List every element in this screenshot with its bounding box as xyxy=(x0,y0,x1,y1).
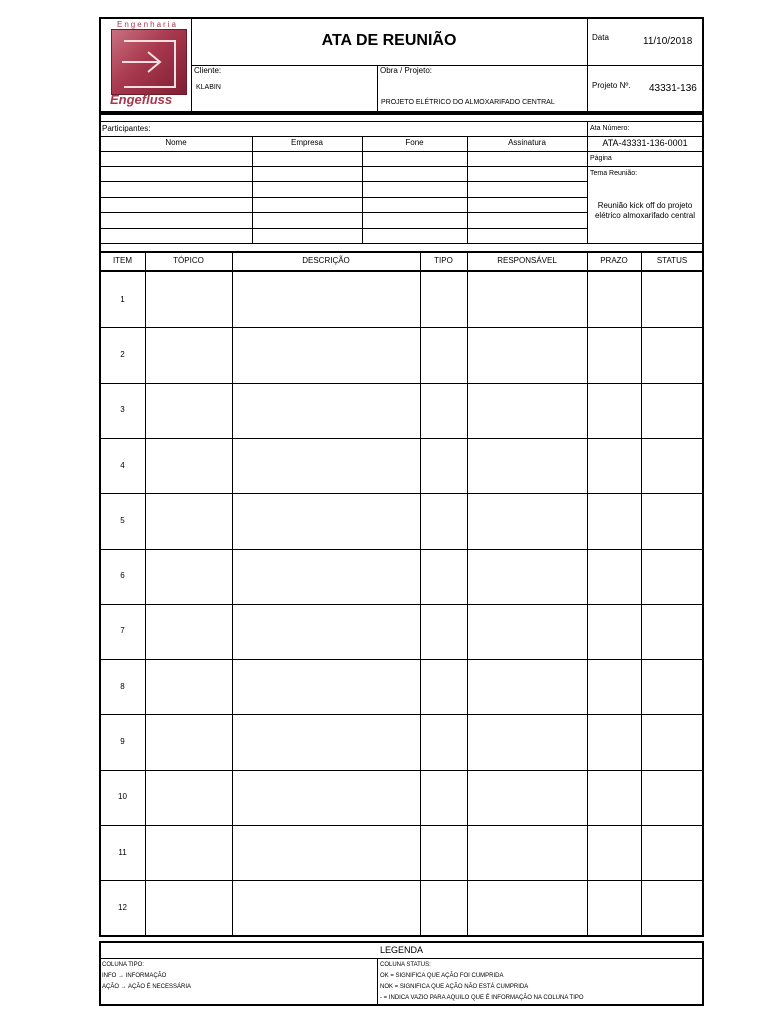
project-label: Projeto Nº. xyxy=(592,81,631,90)
item-number: 8 xyxy=(120,681,125,691)
meeting-theme-line-1: Reunião kick off do projeto xyxy=(597,201,693,210)
table-row xyxy=(100,493,703,548)
divider xyxy=(100,166,703,167)
table-row xyxy=(100,549,703,604)
table-row xyxy=(100,383,703,438)
col-header-signature: Assinatura xyxy=(508,138,546,147)
project-value: 43331-136 xyxy=(649,83,697,94)
divider xyxy=(100,197,588,198)
col-header-description: DESCRIÇÃO xyxy=(302,256,350,265)
col-header-type: TIPO xyxy=(434,256,453,265)
divider xyxy=(100,151,703,152)
divider xyxy=(100,212,588,213)
date-label: Data xyxy=(592,33,609,42)
item-number: 1 xyxy=(120,294,125,304)
divider xyxy=(100,243,703,244)
divider xyxy=(377,958,378,1005)
page-title: ATA DE REUNIÃO xyxy=(321,32,457,49)
col-header-company: Empresa xyxy=(290,138,323,147)
table-row xyxy=(100,659,703,714)
legend-title: LEGENDA xyxy=(379,945,423,955)
divider xyxy=(100,136,703,137)
logo-emblem xyxy=(110,27,186,95)
item-number: 3 xyxy=(120,405,125,415)
col-header-deadline: PRAZO xyxy=(600,256,628,265)
work-label: Obra / Projeto: xyxy=(380,66,433,75)
item-number: 12 xyxy=(118,902,127,912)
table-row xyxy=(100,714,703,769)
divider xyxy=(377,65,378,113)
logo-brand: Engefluss xyxy=(110,92,173,107)
client-value: KLABIN xyxy=(196,84,221,91)
divider xyxy=(362,136,363,243)
col-header-topic: TÓPICO xyxy=(173,256,204,265)
divider xyxy=(100,958,703,959)
meeting-theme-line-2: elétrico almoxarifado central xyxy=(594,211,696,220)
item-number: 7 xyxy=(120,626,125,636)
legend-type-title: COLUNA TIPO: xyxy=(102,962,144,968)
ata-number-value: ATA-43331-136-0001 xyxy=(602,138,688,148)
table-row xyxy=(100,272,703,327)
table-row xyxy=(100,770,703,825)
divider xyxy=(100,121,703,122)
meeting-theme-label: Tema Reunião: xyxy=(590,170,638,177)
item-number: 2 xyxy=(120,349,125,359)
legend-type-line: AÇÃO → AÇÃO É NECESSÁRIA xyxy=(102,984,192,990)
logo-panel xyxy=(111,29,187,95)
item-number: 5 xyxy=(120,515,125,525)
divider xyxy=(467,136,468,243)
work-value: PROJETO ELÉTRICO DO ALMOXARIFADO CENTRAL xyxy=(381,99,555,106)
item-number: 11 xyxy=(118,847,127,857)
table-row xyxy=(100,825,703,880)
legend-type-line: INFO → INFORMAÇÃO xyxy=(102,973,167,979)
col-header-item: ITEM xyxy=(112,256,133,265)
legend-status-title: COLUNA STATUS: xyxy=(380,962,431,968)
col-header-responsible: RESPONSÁVEL xyxy=(497,256,557,265)
item-number: 6 xyxy=(120,571,125,581)
logo-tagline: Engenharia xyxy=(117,20,178,29)
divider xyxy=(191,65,703,66)
page-label: Página xyxy=(590,155,612,162)
divider xyxy=(100,181,588,182)
divider xyxy=(252,136,253,243)
item-number: 4 xyxy=(120,460,125,470)
table-row xyxy=(100,880,703,935)
col-header-phone: Fone xyxy=(405,138,424,147)
legend-status-line: - = INDICA VAZIO PARA AQUILO QUE É INFORMAÇÃO NA COLUNA TIPO xyxy=(380,995,584,1001)
legend-status-line: NOK = SIGNIFICA QUE AÇÃO NÃO ESTÁ CUMPRIDA xyxy=(380,984,529,990)
col-header-status: STATUS xyxy=(656,256,688,265)
arrow-icon xyxy=(112,30,186,94)
legend-status-line: OK = SIGNIFICA QUE AÇÃO FOI CUMPRIDA xyxy=(380,973,504,979)
participants-border xyxy=(99,113,704,253)
date-value: 11/10/2018 xyxy=(643,36,693,47)
client-label: Cliente: xyxy=(194,66,222,75)
item-number: 9 xyxy=(120,737,125,747)
ata-number-label: Ata Número: xyxy=(590,125,630,132)
table-row xyxy=(100,327,703,382)
divider xyxy=(100,228,588,229)
item-number: 10 xyxy=(118,792,127,802)
table-row xyxy=(100,604,703,659)
table-row xyxy=(100,438,703,493)
participants-label: Participantes: xyxy=(102,124,151,133)
col-header-name: Nome xyxy=(165,138,187,147)
